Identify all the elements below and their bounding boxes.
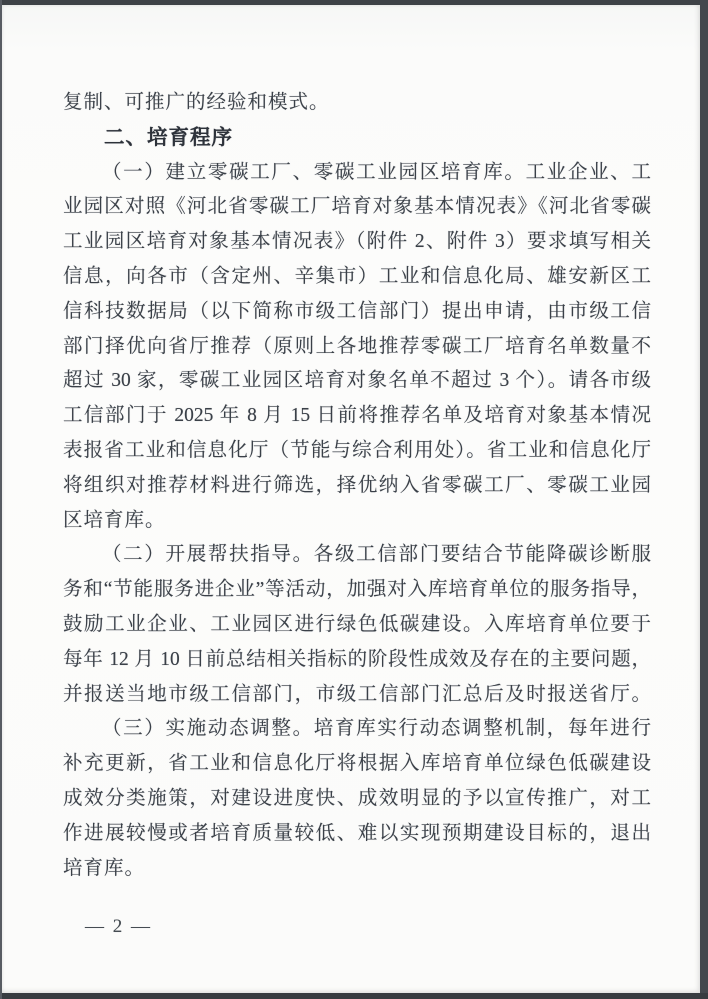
text-line: 表报省工业和信息化厅（节能与综合利用处）。省工业和信息化厅 <box>63 439 651 461</box>
scan-edge-bottom <box>0 993 708 999</box>
scan-edge-left <box>0 0 2 999</box>
text-line: 补充更新，省工业和信息化厅将根据入库培育单位绿色低碳建设 <box>63 753 651 775</box>
text-line: 将组织对推荐材料进行筛选，择优纳入省零碳工厂、零碳工业园 <box>63 474 651 496</box>
text-line: 鼓励工业企业、工业园区进行绿色低碳建设。入库培育单位要于 <box>63 613 651 635</box>
text-line: 每年 12 月 10 日前总结相关指标的阶段性成效及存在的主要问题， <box>63 648 651 670</box>
text-line: （二）开展帮扶指导。各级工信部门要结合节能降碳诊断服 <box>102 544 651 566</box>
text-line: 超过 30 家，零碳工业园区培育对象名单不超过 3 个）。请各市级 <box>63 370 651 392</box>
text-line: 工信部门于 2025 年 8 月 15 日前将推荐名单及培育对象基本情况 <box>63 405 651 427</box>
scan-edge-right <box>700 0 708 999</box>
text-line: 并报送当地市级工信部门，市级工信部门汇总后及时报送省厅。 <box>63 683 651 705</box>
text-line: 业园区对照《河北省零碳工厂培育对象基本情况表》《河北省零碳 <box>63 196 651 218</box>
section-heading: 二、培育程序 <box>104 125 233 149</box>
text-line: （一）建立零碳工厂、零碳工业园区培育库。工业企业、工 <box>102 161 651 183</box>
text-line: 培育库。 <box>63 857 146 879</box>
text-block <box>63 86 651 886</box>
scan-edge-top <box>0 0 708 5</box>
text-line: 成效分类施策，对建设进度快、成效明显的予以宣传推广，对工 <box>63 787 651 809</box>
document-page <box>2 5 700 993</box>
text-line: 区培育库。 <box>63 509 166 531</box>
text-line: 信科技数据局（以下简称市级工信部门）提出申请，由市级工信 <box>63 300 651 322</box>
text-line: 务和“节能服务进企业”等活动，加强对入库培育单位的服务指导， <box>63 579 651 601</box>
text-line: 部门择优向省厅推荐（原则上各地推荐零碳工厂培育名单数量不 <box>63 335 651 357</box>
text-line: 复制、可推广的经验和模式。 <box>63 92 330 113</box>
page-number: — 2 — <box>85 916 152 937</box>
text-line: （三）实施动态调整。培育库实行动态调整机制，每年进行 <box>102 718 651 740</box>
text-line: 工业园区培育对象基本情况表》（附件 2、附件 3）要求填写相关 <box>63 231 651 253</box>
text-line: 信息，向各市（含定州、辛集市）工业和信息化局、雄安新区工 <box>63 265 651 287</box>
text-line: 作进展较慢或者培育质量较低、难以实现预期建设目标的，退出 <box>63 822 651 844</box>
